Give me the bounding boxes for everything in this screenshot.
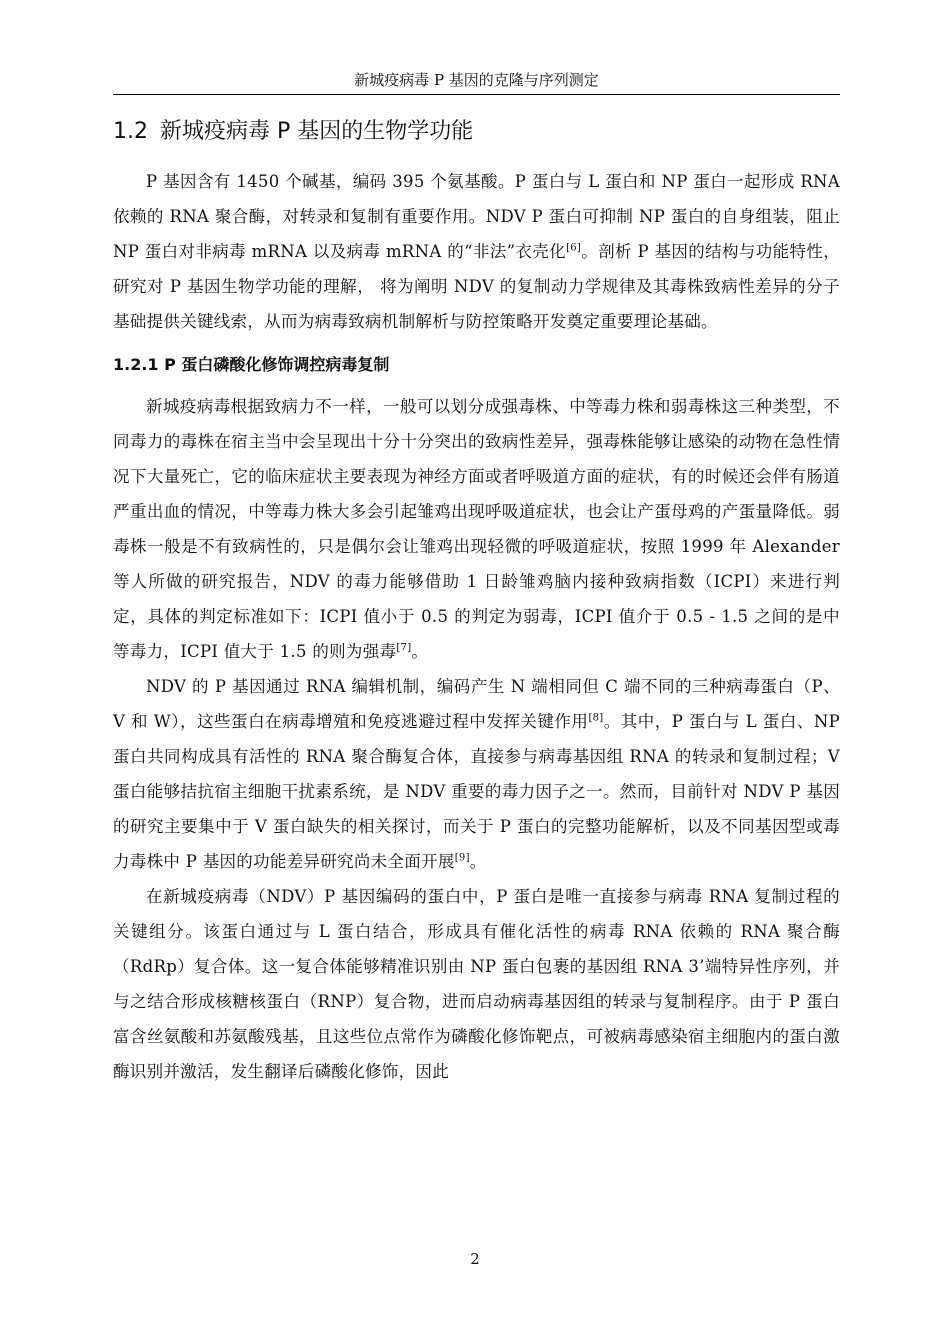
page-number: 2 <box>470 1250 480 1268</box>
page-body <box>113 114 840 1089</box>
citation: [8] <box>588 712 604 724</box>
paragraph-text: 新城疫病毒根据致病力不一样，一般可以划分成强毒株、中等毒力株和弱毒株这三种类型，不同毒力的毒株在宿主当中会呈现出十分十分突出的致病性差异，强毒株能够让感染的动物在急性情况下大量死亡，它的临床症状主要表现为神经方面或者呼吸道方面的症状，有的时候还会伴有肠道严重出血的情况，中等毒力株大多会引起雏鸡出现呼吸道症状，也会让产蛋母鸡的产蛋量降低。弱毒株一般是不有致病性的，只是偶尔会让雏鸡出现轻微的呼吸道症状，按照 1999 年 Alexander 等人所做的研究报告，NDV 的毒力能够借助 1 日龄雏鸡脑内接种致病指数（ICPI）来进行判定，具体的判定标准如下：ICPI 值小于 0.5 的判定为弱毒，ICPI 值介于 0.5 - 1.5 之间的是中等毒力，ICPI 值大于 1.5 的则为强毒 <box>113 397 840 661</box>
citation: [7] <box>396 642 412 654</box>
section-number: 1.2 <box>113 119 148 144</box>
paragraph-p-gene <box>113 669 840 879</box>
citation: [6] <box>566 242 582 254</box>
header-divider <box>113 94 840 95</box>
citation: [9] <box>454 852 470 864</box>
paragraph-text: NDV 的 P 基因通过 RNA 编辑机制，编码产生 N 端相同但 C 端不同的三种病毒蛋白（P、V 和 W），这些蛋白在病毒增殖和免疫逃避过程中发挥关键作用 <box>113 677 840 731</box>
section-heading <box>113 114 840 150</box>
paragraph-text: P 基因含有 1450 个碱基，编码 395 个氨基酸。P 蛋白与 L 蛋白和 NP 蛋白一起形成 RNA 依赖的 RNA 聚合酶，对转录和复制有重要作用。NDV P 蛋白可抑制 NP 蛋白的自身组装，阻止 NP 蛋白对非病毒 mRNA 以及病毒 mRNA 的“非法”衣壳化 <box>113 172 840 261</box>
paragraph-text: 。其中，P 蛋白与 L 蛋白、NP 蛋白共同构成具有活性的 RNA 聚合酶复合体，直接参与病毒基因组 RNA 的转录和复制过程；V 蛋白能够拮抗宿主细胞干扰素系统，是 NDV 重要的毒力因子之一。然而，目前针对 NDV P 基因的研究主要集中于 V 蛋白缺失的相关探讨，而关于 P 蛋白的完整功能解析，以及不同基因型或毒力毒株中 P 基因的功能差异研究尚未全面开展 <box>113 712 840 871</box>
paragraph-text: 在新城疫病毒（NDV）P 基因编码的蛋白中，P 蛋白是唯一直接参与病毒 RNA 复制过程的关键组分。该蛋白通过与 L 蛋白结合，形成具有催化活性的病毒 RNA 依赖的 RNA 聚合酶（RdRp）复合体。这一复合体能够精准识别由 NP 蛋白包裹的基因组 RNA 3’端特异性序列，并与之结合形成核糖核蛋白（RNP）复合物，进而启动病毒基因组的转录与复制程序。由于 P 蛋白富含丝氨酸和苏氨酸残基，且这些位点常作为磷酸化修饰靶点，可被病毒感染宿主细胞内的蛋白激酶识别并激活，发生翻译后磷酸化修饰，因此 <box>113 887 840 1081</box>
paragraph-text: 。 <box>411 642 429 661</box>
paragraph-virulence <box>113 389 840 669</box>
section-title: 新城疫病毒 P 基因的生物学功能 <box>160 119 474 144</box>
paragraph-text: 。 <box>469 852 487 871</box>
paragraph-text: 。剖析 P 基因的结构与功能特性，研究对 P 基因生物学功能的理解， 将为阐明 NDV 的复制动力学规律及其毒株致病性差异的分子基础提供关键线索，从而为病毒致病机制解析与防控策略开发奠定重要理论基础。 <box>113 242 840 331</box>
paragraph-intro <box>113 164 840 339</box>
paragraph-p-protein <box>113 879 840 1089</box>
subsection-heading: 1.2.1 P 蛋白磷酸化修饰调控病毒复制 <box>113 355 390 374</box>
running-header: 新城疫病毒 P 基因的克隆与序列测定 <box>354 71 599 89</box>
